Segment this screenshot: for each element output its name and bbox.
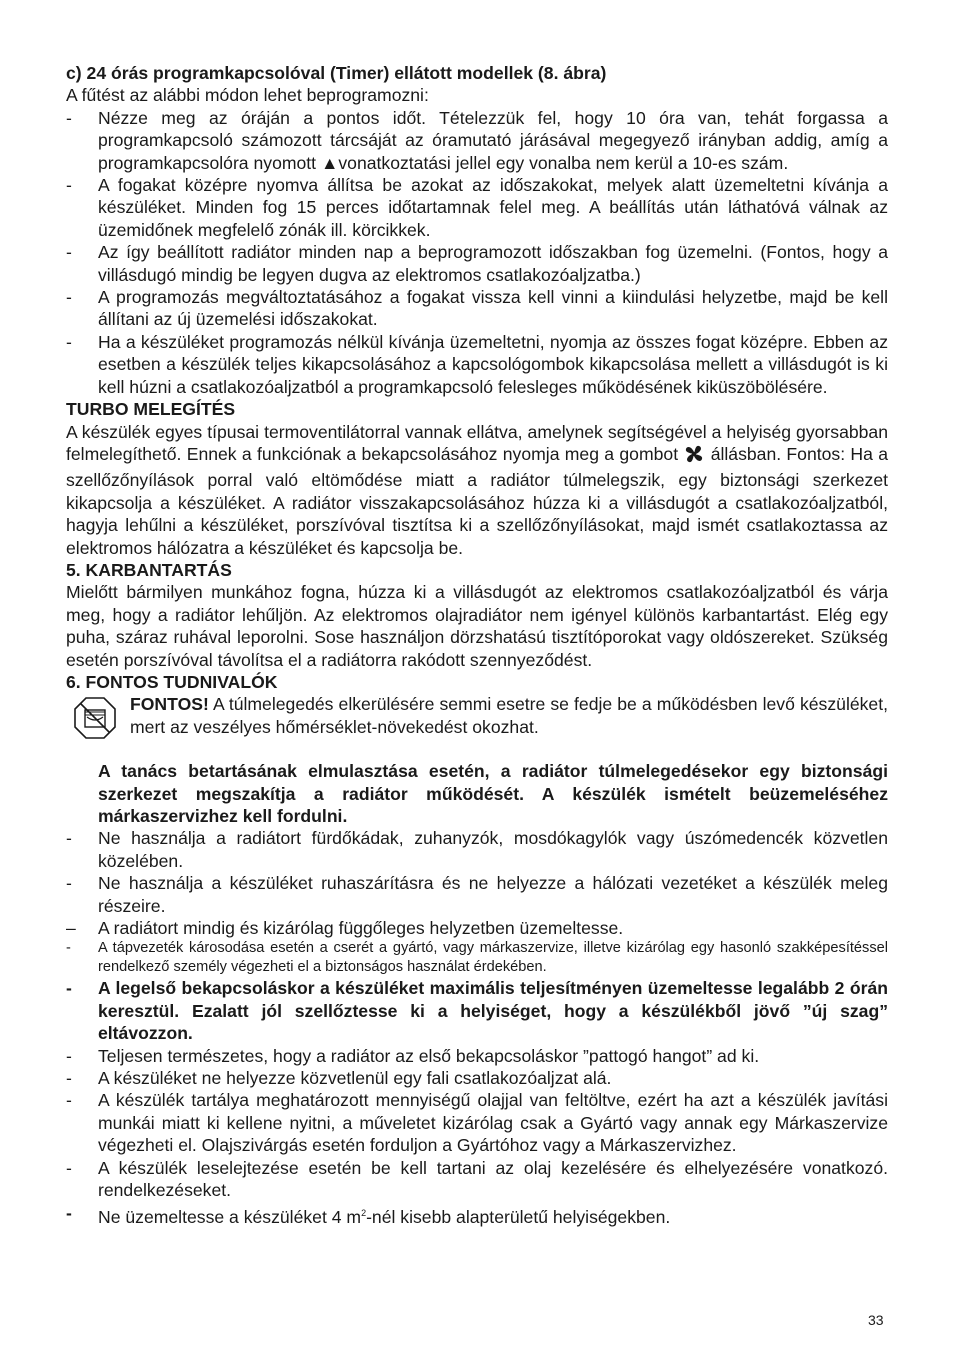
fan-icon: [683, 444, 705, 469]
list-item: [66, 331, 888, 398]
list-item: [66, 917, 888, 939]
list-dash: -: [66, 828, 72, 849]
warning-body: A túlmelegedés elkerülésére semmi esetre se fedje be a működésben levő készüléket, mert az veszélyes hőmérséklet-növekedést okozhat.: [130, 694, 888, 737]
list-dash: -: [66, 978, 72, 999]
last-item-end: -nél kisebb alapterületű helyiségekben.: [366, 1206, 671, 1227]
list-item: [66, 1067, 888, 1089]
list-item-text: A programozás megváltoztatásához a fogakat vissza kell vinni a kiindulási helyzetbe, majd be kell állítani az új üzemelési időszakokat.: [98, 287, 888, 330]
section-c-heading: c) 24 órás programkapcsolóval (Timer) ellátott modellek (8. ábra): [66, 63, 607, 83]
list-item-text: A fogakat középre nyomva állítsa be azokat az időszakokat, melyek alatt üzemeltetni kívánja a készüléket. Minden fog 15 perces időtartamnak felel meg. A beállítás után láthatóvá válnak az üzemidőnek megfelelő zónák ill. körcikkek.: [98, 175, 888, 240]
list-item: [66, 107, 888, 174]
spacer: [66, 738, 888, 760]
warning-label: FONTOS!: [130, 694, 209, 715]
list-item-text: A radiátort mindig és kizárólag függőleges helyzetben üzemeltesse.: [98, 918, 624, 939]
list-dash: -: [66, 1202, 72, 1223]
list-item-text: A legelső bekapcsoláskor a készüléket maximális teljesítményen üzemeltesse legalább 2 órán keresztül. Ezalatt jól szellőztesse ki a helyiséget, hogy a készülékből jövő ”új szag” eltávozzon.: [98, 978, 888, 1044]
list-dash: -: [66, 1157, 72, 1178]
list-item-text: A tápvezeték károsodása esetén a cserét a gyártó, vagy márkaszervize, illetve kizárólag egy hasonló szakképesítéssel rendelkező személy végezheti el a biztonságos használat érdekében.: [98, 940, 888, 976]
list-dash: -: [66, 1045, 72, 1066]
list-item: [66, 939, 888, 977]
list-item: [66, 1157, 888, 1202]
document-page: [66, 62, 888, 1228]
turbo-paragraph: [66, 421, 888, 559]
page-number: 33: [868, 1312, 884, 1328]
list-item: [66, 1202, 888, 1228]
list-dash: -: [66, 331, 72, 352]
maintenance-heading: 5. KARBANTARTÁS: [66, 559, 232, 580]
list-item-text: [98, 1202, 888, 1228]
list-dash: -: [66, 175, 72, 196]
list-item: [66, 241, 888, 286]
warning-text: [130, 693, 888, 738]
list-item: [66, 174, 888, 241]
list-item-text: A készülék tartálya meghatározott mennyiségű olajjal van feltöltve, ezért ha azt a készülék javítási munkái miatt ki kellene nyitni, a műveletet kizárólag csak a Gyártó vagy annak egy Márkaszervize végezheti el. Olajszivárgás esetén forduljon a Gyártóhoz vagy a Márkaszervizhez.: [98, 1090, 888, 1156]
turbo-text-start: A készülék egyes típusai termoventilátorral vannak ellátva, amelynek segítségével a helyiség gyorsabban felmelegíthető. Ennek a funkciónak a bekapcsolásához nyomja meg a gombot: [66, 421, 888, 464]
no-cover-icon: [66, 693, 130, 738]
list-dash: –: [66, 918, 76, 939]
list-item: [66, 1045, 888, 1067]
list-item-text: Nézze meg az óráján a pontos időt. Tételezzük fel, hogy 10 óra van, tehát forgassa a programkapcsoló számozott tárcsáját az óramutató járásával megegyező irányban addig, amíg a programkapcsolóra nyomott ▲vonatkoztatási jellel egy vonalba nem kerül a 10-es szám.: [98, 107, 888, 173]
list-item-text: Ha a készüléket programozás nélkül kívánja üzemeltetni, nyomja az összes fogat középre. Ebben az esetben a készülék teljes kikapcsolásához a kapcsológombok kikapcsolása mellett a villásdugót is ki kell húzni a csatlakozóaljzatból a programkapcsoló felesleges működésének kiküszöbölésére.: [98, 331, 888, 397]
list-item: [66, 827, 888, 872]
section-c-intro: A fűtést az alábbi módon lehet beprogramozni:: [66, 85, 429, 106]
warning-block: [66, 693, 888, 738]
list-dash: -: [66, 1090, 72, 1111]
important-heading: 6. FONTOS TUDNIVALÓK: [66, 671, 278, 692]
superscript: 2: [361, 1207, 367, 1218]
turbo-text-end: állásban. Fontos: Ha a szellőzőnyílások porral való eltömődése miatt a radiátor túlmelegszik, egy biztonsági szerkezet kikapcsolja a készüléket. A radiátor visszakapcsolásához húzza ki a villásdugót a csatlakozóaljzatból, hagyja lehűlni a készüléket, porszívóval tisztítsa ki a szellőzőnyílásokat, majd ismét csatlakoztassa az elektromos hálózatra a készüléket és kapcsolja be.: [66, 443, 888, 558]
list-item-text: A készülék leselejtezése esetén be kell tartani az olaj kezelésére és elhelyezésére vonatkozó. rendelkezéseket.: [98, 1157, 888, 1201]
list-dash: -: [66, 287, 72, 308]
list-dash: -: [66, 107, 72, 128]
list-item: [66, 977, 888, 1044]
list-item-text: Az így beállított radiátor minden nap a beprogramozott időszakban fog üzemelni. (Fontos, hogy a villásdugó mindig be legyen dugva az elektromos csatlakozóaljzatba.): [98, 242, 888, 285]
list-item: [66, 872, 888, 917]
list-dash: -: [66, 242, 72, 263]
bold-warning-paragraph: A tanács betartásának elmulasztása esetén, a radiátor túlmelegedésekor egy biztonsági szerkezet megszakítja a radiátor működését. A készülék ismételt beüzemeléséhez márkaszervizhez kell fordulni.: [98, 761, 888, 826]
list-item-text: A készüléket ne helyezze közvetlenül egy fali csatlakozóaljzat alá.: [98, 1068, 612, 1089]
list-item-text: Ne használja a radiátort fürdőkádak, zuhanyzók, mosdókagylók vagy úszómedencék közvetlen közelében.: [98, 828, 888, 871]
list-item-text: Ne használja a készüléket ruhaszárításra és ne helyezze a hálózati vezetéket a készülék meleg részeire.: [98, 873, 888, 916]
list-dash: -: [66, 873, 72, 894]
list-dash: -: [66, 940, 71, 957]
turbo-heading: TURBO MELEGÍTÉS: [66, 399, 236, 420]
list-item: [66, 1089, 888, 1156]
last-item-start: Ne üzemeltesse a készüléket 4 m: [98, 1206, 362, 1227]
list-item-text: Teljesen természetes, hogy a radiátor az első bekapcsoláskor ”pattogó hangot” ad ki.: [98, 1045, 760, 1066]
list-item: [66, 286, 888, 331]
maintenance-text: Mielőtt bármilyen munkához fogna, húzza ki a villásdugót az elektromos csatlakozóaljzatból és várja meg, hogy a radiátor lehűljön. Az elektromos olajradiátor nem igényel különös karbantartást. Elég egy puha, száraz ruhával leporolni. Sose használjon dörzshatású tisztítóporokat vagy oldószereket. Szükség esetén porszívóval távolítsa el a radiátorra rakódott szennyeződést.: [66, 582, 888, 670]
list-dash: -: [66, 1068, 72, 1089]
